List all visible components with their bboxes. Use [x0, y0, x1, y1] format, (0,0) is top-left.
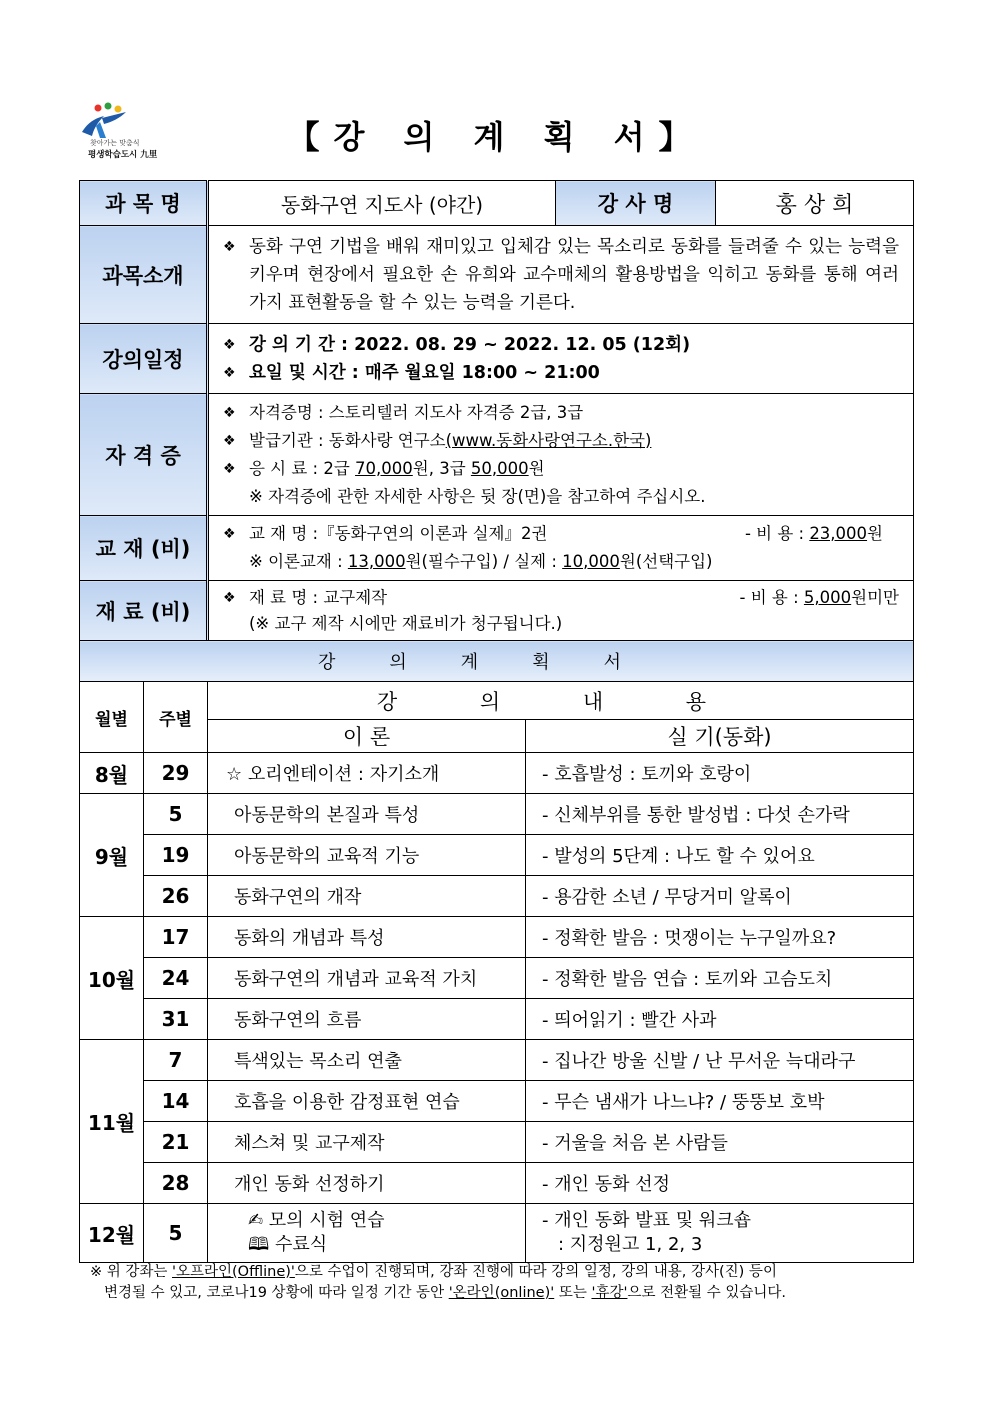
certificate-issuer: 발급기관 : 동화사랑 연구소: [249, 430, 446, 450]
textbook-note-label: ※ 이론교재 :: [249, 552, 348, 571]
theory-cell: 동화구연의 개작: [208, 876, 526, 917]
month-cell: 10월: [80, 917, 144, 1040]
week-cell: 24: [144, 958, 208, 999]
theory-book-cost: 13,000: [347, 552, 406, 571]
month-cell: 12월: [80, 1204, 144, 1263]
diamond-bullet-icon: ❖: [223, 460, 236, 477]
table-row: [80, 876, 914, 917]
week-cell: 5: [144, 794, 208, 835]
diamond-bullet-icon: ❖: [223, 526, 236, 542]
week-cell: 7: [144, 1040, 208, 1081]
table-row: [80, 1040, 914, 1081]
textbook-cost-unit: 원: [867, 524, 883, 543]
month-header: 월별: [80, 682, 144, 753]
schedule-label: 강의일정: [80, 324, 208, 394]
table-row: [80, 753, 914, 794]
materials-cost-unit: 원미만: [851, 588, 899, 607]
theory-cell: 동화구연의 개념과 교육적 가치: [208, 958, 526, 999]
week-cell: 28: [144, 1163, 208, 1204]
theory-cell: 아동문학의 본질과 특성: [208, 794, 526, 835]
footnote-rest: '휴강': [591, 1285, 628, 1301]
diamond-bullet-icon: ❖: [223, 238, 236, 255]
subject-row: [80, 181, 914, 226]
practice-line: - 개인 동화 발표 및 워크숍: [542, 1210, 751, 1231]
footnote-text: ※ 위 강좌는: [90, 1264, 173, 1280]
footnote-online: '온라인(online)': [448, 1285, 555, 1301]
materials-note: (※ 교구 제작 시에만 재료비가 청구됩니다.): [249, 614, 563, 633]
practice-cell: - 발성의 5단계 : 나도 할 수 있어요: [526, 835, 914, 876]
certificate-row: [80, 394, 914, 516]
instructor-value: 홍 상 희: [716, 181, 914, 226]
week-cell: 19: [144, 835, 208, 876]
practice-cell: - 개인 동화 선정: [526, 1163, 914, 1204]
table-row: [80, 794, 914, 835]
practice-cell: - 정확한 발음 : 멋쟁이는 누구일까요?: [526, 917, 914, 958]
certificate-content: [208, 394, 914, 516]
theory-cell: 특색있는 목소리 연출: [208, 1040, 526, 1081]
practice-cell: - 띄어읽기 : 빨간 사과: [526, 999, 914, 1040]
fee-mid: 원, 3급: [412, 458, 471, 478]
subject-label: 과 목 명: [80, 181, 208, 226]
month-cell: 8월: [80, 753, 144, 794]
month-cell: 9월: [80, 794, 144, 917]
week-cell: 17: [144, 917, 208, 958]
week-cell: 5: [144, 1204, 208, 1263]
week-cell: 31: [144, 999, 208, 1040]
theory-cell: 체스쳐 및 교구제작: [208, 1122, 526, 1163]
textbook-cost: 23,000: [809, 524, 868, 543]
schedule-content: [208, 324, 914, 394]
practice-cell: - 신체부위를 통한 발성법 : 다섯 손가락: [526, 794, 914, 835]
pencil-icon-line: ✍ 모의 시험 연습: [248, 1210, 385, 1231]
practice-cell: - 정확한 발음 연습 : 토끼와 고슴도치: [526, 958, 914, 999]
theory-cell: 호흡을 이용한 감정표현 연습: [208, 1081, 526, 1122]
table-row: [80, 835, 914, 876]
fee-level2: 70,000: [355, 458, 413, 478]
week-cell: 29: [144, 753, 208, 794]
lecture-plan-table: [79, 640, 914, 1263]
table-row: [80, 999, 914, 1040]
textbook-cost-label: - 비 용 :: [744, 524, 810, 543]
subject-value: 동화구연 지도사 (야간): [208, 181, 556, 226]
theory-cell: ☆ 오리엔테이션 : 자기소개: [208, 753, 526, 794]
textbook-note-end: 원(선택구입): [619, 552, 713, 571]
table-row: [80, 1081, 914, 1122]
table-row: [80, 1204, 914, 1263]
practice-line: : 지정원고 1, 2, 3: [558, 1234, 703, 1255]
practice-cell: - 무슨 냄새가 나느냐? / 뚱뚱보 호박: [526, 1081, 914, 1122]
practice-cell: - 집나간 방울 신발 / 난 무서운 늑대라구: [526, 1040, 914, 1081]
week-cell: 21: [144, 1122, 208, 1163]
footnote-text: 변경될 수 있고, 코로나19 상황에 따라 일정 기간 동안: [104, 1285, 449, 1301]
certificate-issuer-link[interactable]: (www.동화사랑연구소.한국): [445, 430, 652, 450]
materials-label: 재 료 (비): [80, 581, 208, 642]
week-header: 주별: [144, 682, 208, 753]
schedule-row: [80, 324, 914, 394]
footnote: [90, 1262, 920, 1304]
footnote-text: 으로 수업이 진행되며, 강좌 진행에 따라 강의 일정, 강의 내용, 강사(진) 등이: [294, 1264, 777, 1280]
instructor-label: 강 사 명: [556, 181, 716, 226]
materials-row: [80, 581, 914, 642]
month-cell: 11월: [80, 1040, 144, 1204]
table-row: [80, 1122, 914, 1163]
textbook-content: [208, 516, 914, 581]
footnote-offline: '오프라인(Offline)': [172, 1264, 295, 1280]
plan-band-title: 강의계획서: [80, 641, 914, 682]
fee-level3: 50,000: [470, 458, 529, 478]
diamond-bullet-icon: ❖: [223, 364, 236, 381]
practice-header: 실 기(동화): [526, 720, 914, 753]
textbook-row: [80, 516, 914, 581]
footnote-text: 또는: [554, 1285, 592, 1301]
textbook-note-mid: 원(필수구입) / 실제 :: [405, 552, 563, 571]
theory-cell: 아동문학의 교육적 기능: [208, 835, 526, 876]
intro-text: 동화 구연 기법을 배워 재미있고 입체감 있는 목소리로 동화를 들려줄 수 있는 능력을 키우며 현장에서 필요한 손 유희와 교수매체의 활용방법을 익히고 동화를 통해 여러 가지 표현활동을 할 수 있는 능력을 기른다.: [249, 236, 899, 313]
diamond-bullet-icon: ❖: [223, 590, 236, 606]
practice-cell: [526, 1204, 914, 1263]
page-title: 【강 의 계 획 서】: [287, 118, 705, 156]
content-header: 강 의 내 용: [208, 682, 914, 720]
theory-header: 이 론: [208, 720, 526, 753]
intro-row: [80, 226, 914, 324]
certificate-name: 자격증명 : 스토리텔러 지도사 자격증 2급, 3급: [249, 402, 584, 422]
fee-unit: 원: [528, 458, 545, 478]
course-info-table: [79, 180, 914, 642]
practice-book-cost: 10,000: [562, 552, 620, 571]
book-icon-line: 🕮 수료식: [248, 1234, 328, 1255]
materials-content: [208, 581, 914, 642]
certificate-note: ※ 자격증에 관한 자세한 사항은 뒷 장(면)을 참고하여 주십시오.: [249, 486, 706, 506]
theory-cell: 동화의 개념과 특성: [208, 917, 526, 958]
table-row: [80, 917, 914, 958]
logo-tagline: 찾아가는 맞춤식: [90, 139, 140, 147]
theory-cell: 개인 동화 선정하기: [208, 1163, 526, 1204]
week-cell: 26: [144, 876, 208, 917]
theory-cell: [208, 1204, 526, 1263]
logo-name: 평생학습도시 九里: [88, 150, 158, 160]
certificate-label: 자 격 증: [80, 394, 208, 516]
materials-cost: 5,000: [803, 588, 852, 607]
fee-label: 응 시 료 : 2급: [249, 458, 356, 478]
table-row: [80, 1163, 914, 1204]
diamond-bullet-icon: ❖: [223, 336, 236, 353]
practice-cell: - 거울을 처음 본 사람들: [526, 1122, 914, 1163]
diamond-bullet-icon: ❖: [223, 404, 236, 421]
footnote-text: 으로 전환될 수 있습니다.: [627, 1285, 786, 1301]
textbook-label: 교 재 (비): [80, 516, 208, 581]
week-cell: 14: [144, 1081, 208, 1122]
intro-content: [208, 226, 914, 324]
theory-cell: 동화구연의 흐름: [208, 999, 526, 1040]
intro-label: 과목소개: [80, 226, 208, 324]
diamond-bullet-icon: ❖: [223, 432, 236, 449]
table-row: [80, 958, 914, 999]
schedule-period: 강 의 기 간 : 2022. 08. 29 ~ 2022. 12. 05 (12회): [249, 334, 691, 355]
practice-cell: - 용감한 소년 / 무당거미 알록이: [526, 876, 914, 917]
textbook-name: 교 재 명 :『동화구연의 이론과 실제』2권: [249, 524, 548, 543]
materials-cost-label: - 비 용 :: [739, 588, 804, 607]
materials-name: 재 료 명 : 교구제작: [249, 588, 388, 607]
schedule-time: 요일 및 시간 : 매주 월요일 18:00 ~ 21:00: [249, 362, 600, 383]
practice-cell: - 호흡발성 : 토끼와 호랑이: [526, 753, 914, 794]
